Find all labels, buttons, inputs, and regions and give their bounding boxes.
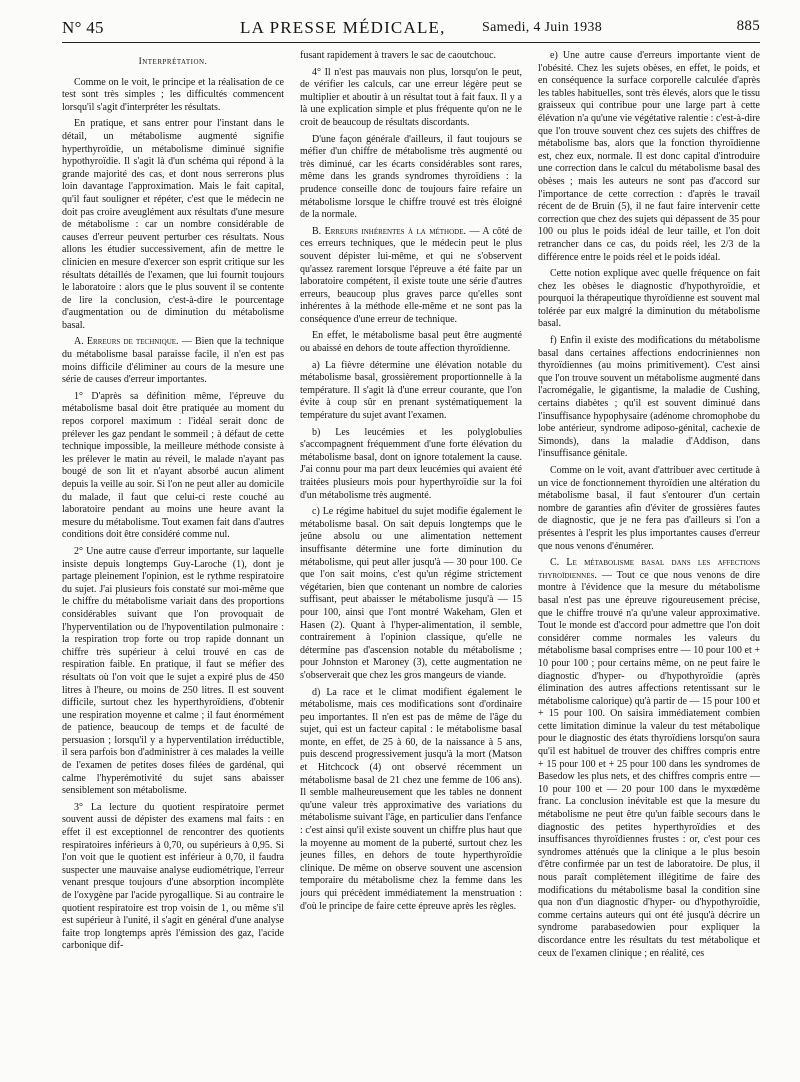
paragraph: f) Enfin il existe des modifications du métabolisme basal dans certaines affections endocriniennes non thyroïdiennes (au moins primitivement). C'est ainsi que l'on trouve souvent un métabolisme augmenté dans l'acromégalie, le gigantisme, la maladie de Cushing, certains diabètes ; qu'il est souvent diminué dans l'insuffisance hypophysaire (adénome chromophobe du lobe antérieur, syndrome adiposo-génital, cachexie de Simonds), dans la maladie d'Addison, dans l'insuffisance génitale. xyxy=(538,335,760,460)
paragraph: Comme on le voit, avant d'attribuer avec certitude à un vice de fonctionnement thyroïdien une altération du métabolisme basal, il faut s'entourer d'un certain nombre de garanties afin d'éviter de grossières fautes de diagnostic, que je ne fera pas d'ailleurs si l'on a présentes à l'esprit les plus importantes causes d'erreur que nous venons d'énumérer. xyxy=(538,465,760,552)
paragraph: fusant rapidement à travers le sac de caoutchouc. xyxy=(300,50,497,61)
subsection-lead: B. Erreurs inhérentes à la méthode. xyxy=(312,225,466,237)
paragraph: 1° D'après sa définition même, l'épreuve du métabolisme basal doit être pratiquée au moment du repos corporel maximum : l'idéal serait donc de prélever les gaz pendant le sommeil ; à défaut de cette technique impossible, la meilleure méthode consiste à les prélever le matin au réveil, le malade n'ayant pas bougé de son lit et n'ayant absorbé aucun aliment depuis la veille au soir. Si l'on ne peut aller au domicile du malade, il faut que celui-ci reste couché au laboratoire pendant au moins une heure avant la mesure du métabolisme. Tout examen fait dans d'autres conditions doit être considéré comme nul. xyxy=(62,390,284,541)
paragraph: D'une façon générale d'ailleurs, il faut toujours se méfier d'un chiffre de métabolisme très augmenté ou très diminué, car les écarts considérables sont rares, même dans les grands syndromes thyroïdiens : la prudence conseille donc de toujours faire refaire un métabolisme lorsque le chiffre trouvé est très éloigné de la normale. xyxy=(300,133,522,221)
paragraph-text: — Tout ce que nous venons de dire montre à l'évidence que la mesure du métabolisme basal n'est pas une épreuve rigoureusement précise, que le chiffre trouvé n'a qu'une valeur approximative. Tout le monde est d'accord pour admettre que l'on doit considérer comme normales les valeurs du métabolisme basal comprises entre — 10 pour 100 et + 10 pour 100 ; pour certains même, on ne peut faire le diagnostic d'hyper- ou d'hypothyroïdie (après élimination des autres affections retentissant sur le métabolisme calorique) qu'à partir de — 15 pour 100 et + 15 pour 100. On saisira immédiatement combien cette limitation diminue la valeur du test métabolique pour le diagnostic des états thyroïdiens lorsqu'on saura qu'il est habituel de trouver des chiffres compris entre + 15 pour 100 et + 25 pour 100 dans les syndromes de Basedow les plus nets, et des chiffres compris entre — 10 pour 100 et — 20 pour 100 dans le myxœdème franc. La conclusion inévitable est que la mesure du métabolisme ne peut être qu'un faible secours dans le diagnostic des petites hyperthyroïdies et des insuffisances thyroïdiennes frustes : or, c'est pour ces syndromes atténués que la clinique a le plus besoin d'être confirmée par un test de laboratoire. De plus, il nous paraît complètement illégitime de faire des modifications du métabolisme basal la condition sine qua non d'un diagnostic d'hyper- ou d'hypothyroïdie, comme certains auteurs qui ont été jusqu'à décrire un syndrome parabasedowien pour expliquer la discordance entre les résultats du test métabolique et ceux de l'examen clinique ; en réalité, ces xyxy=(538,569,760,959)
issue-number: N° 45 xyxy=(62,18,104,37)
section-heading: Interprétation. xyxy=(138,57,208,67)
paragraph: En pratique, et sans entrer pour l'instant dans le détail, un métabolisme augmenté signifie hyperthyroïdie, un métabolisme diminué signifie hypothyroïdie. Il s'agit là d'un schéma qui répond à la grande majorité des cas, et dont nous serrerons plus loin davantage l'approximation. Mais le fait capital, qu'il faut souligner et répéter, c'est que le médecin ne doit pas croire aveuglément aux résultats d'une mesure de métabolisme : car un nombre considérable de causes d'erreur peuvent perturber ces résultats. Nous allons les étudier successivement, afin de mettre le clinicien en mesure d'exercer son esprit critique sur les résultats détaillés de l'examen, que lui fournit toujours le laboratoire : alors que le plus souvent il se contente de lire la conclusion, c'est-à-dire le pourcentage d'augmentation ou de diminution du métabolisme basal. xyxy=(62,118,284,331)
paragraph: 2° Une autre cause d'erreur importante, sur laquelle insiste depuis longtemps Guy-Laroche (1), dont je partage pleinement l'opinion, est le rythme respiratoire du sujet. J'ai plusieurs fois constaté sur moi-même que le chiffre du métabolisme variait dans des proportions considérables suivant que l'on provoquait de l'hyperventilation ou de l'hypoventilation pulmonaire : la respiration trop forte ou trop rapide donnant un chiffre très supérieur à celui trouvé en cas de respiration faible. En pratique, il faut se méfier des résultats où l'on voit que le sujet a expiré plus de 450 litres à l'heure, ou moins de 250 litres. Il est souvent difficile, surtout chez les hyperthyroïdiens, d'obtenir une respiration moyenne et calme ; il faut énormément de patience, beaucoup de temps et de faculté de persuasion ; lorsqu'il y a hyperventilation irréductible, il sera parfois bon d'administrer à ces malades la veille de l'examen de petites doses filées de gardénal, qui calme l'hyperémotivité du sujet sans abaisser sensiblement son métabolisme. xyxy=(62,545,284,797)
paragraph: Cette notion explique avec quelle fréquence on fait chez les obèses le diagnostic d'hypothyroïdie, et pourquoi la thérapeutique thyroïdienne est souvent mal tolérée par eux malgré la diminution du métabolisme basal. xyxy=(538,268,760,330)
column-2 xyxy=(300,50,522,1072)
paragraph: 4° Il n'est pas mauvais non plus, lorsqu'on le peut, de vérifier les calculs, car une erreur légère peut se multiplier et aboutir à un résultat tout à fait faux. Il y a là une explication simple et plus fréquente qu'on ne le croit de beaucoup de résultats discordants. xyxy=(300,66,522,128)
paragraph xyxy=(62,336,284,386)
page-number: 885 xyxy=(736,18,760,34)
header-rule xyxy=(62,42,760,43)
paragraph: e) Une autre cause d'erreurs importante vient de l'obésité. Chez les sujets obèses, en effet, le poids, et en conséquence la surface corporelle calculée d'après les tables habituelles, sont très élevés, alors que le tissu graisseux qui contribue pour une large part à cette élévation n'a qu'une vie végétative ralentie : c'est-à-dire que l'on trouve souvent chez ces sujets des chiffres de métabolisme bas, alors que la fonction thyroïdienne est, chez eux, normale. Il est donc capital d'introduire une correction dans le calcul du métabolisme basal des obèses ; mais les auteurs ne sont pas d'accord sur l'importance de cette correction : d'après le travail récent de de Bruin (5), il ne faut faire intervenir cette correction que chez des sujets qui dépassent de 35 pour 100 ou plus le poids idéal de leur taille, et l'on doit retrancher dans ce cas, du poids réel, les 2/3 de la différence entre le poids réel et le poids idéal. xyxy=(538,50,760,263)
paragraph xyxy=(300,226,522,327)
column-3 xyxy=(538,50,760,1072)
issue-date: Samedi, 4 Juin 1938 xyxy=(482,20,603,35)
paragraph: En effet, le métabolisme basal peut être augmenté ou abaissé en dehors de toute affection thyroïdienne. xyxy=(300,330,522,355)
subsection-lead: C. Le métabolisme basal dans les affections thyroïdiennes. xyxy=(538,557,760,581)
journal-title: LA PRESSE MÉDICALE, xyxy=(240,18,446,37)
paragraph: c) Le régime habituel du sujet modifie également le métabolisme basal. On sait depuis longtemps que le jeûne absolu ou une alimentation nettement insuffisante détermine une forte diminution du métabolisme, qui peut aller jusqu'à — 30 pour 100. Ce que l'on sait moins, c'est qu'un régime strictement végétarien, bien que contenant un nombre de calories suffisant, peut abaisser le métabolisme jusqu'à — 15 pour 100, ainsi que l'ont montré Wakeham, Glen et Hasen (2). Quant à l'hyper-alimentation, il semble, contrairement à l'opinion classique, qu'elle ne détermine pas d'ascension notable du métabolisme ; pour Johnston et Maroney (3), cette augmentation ne s'observerait que chez les gros mangeurs de viande. xyxy=(300,506,522,681)
paragraph: Comme on le voit, le principe et la réalisation de ce test sont très simples ; les difficultés commencent lorsqu'il s'agit d'interpréter les résultats. xyxy=(62,76,284,113)
paragraph: 3° La lecture du quotient respiratoire permet souvent aussi de dépister des examens mal faits : en effet il est exceptionnel de rencontrer des quotients respiratoires inférieurs à 0,70, ou supérieurs à 0,95. Si l'on voit que le quotient est inférieur à 0,70, il faudra suspecter une mauvaise analyse eudiométrique, l'erreur venant presque toujours d'une absorption incomplète de l'oxygène par l'acide pyrogallique. Si au contraire le quotient respiratoire est trop voisin de 1, ou même s'il est supérieur à l'unité, il s'agit en général d'une analyse faite trop longtemps après l'émission des gaz, l'acide carbonique dif- xyxy=(62,801,284,952)
paragraph-text: — Bien que la technique du métabolisme basal paraisse facile, il n'en est pas moins difficile d'éliminer au cours de la mesure une série de causes d'erreur importantes. xyxy=(62,336,284,386)
paragraph: b) Les leucémies et les polyglobulies s'accompagnent fréquemment d'une forte élévation du métabolisme basal, dont on ignore totalement la cause. J'ai connu pour ma part deux leucémies qui avaient été traitées plusieurs mois pour hyperthyroïdie sur la foi d'un métabolisme très augmenté. xyxy=(300,426,522,501)
paragraph: d) La race et le climat modifient également le métabolisme, mais ces modifications sont d'ordinaire peu importantes. Il n'en est pas de même de l'âge du sujet, qui est un facteur capital : le métabolisme basal monte, en effet, de 25 à 60, de la naissance à 5 ans, puis descend progressivement jusqu'à la mort (Matson et Hitchcock (4) ont observé récemment un métabolisme basal de 21 chez une femme de 106 ans). Il semble malheureusement que les tables ne donnent qu'une valeur très approximative des variations du métabolisme suivant l'âge, en particulier dans l'enfance : c'est ainsi qu'il existe souvent un chiffre plus haut que la moyenne au moment de la puberté, surtout chez les jeunes filles, en dehors de toute hyperthyroïdie clinique. De même on observe souvent une ascension temporaire du métabolisme chez la femme dans les jours qui précèdent immédiatement la menstruation : d'où le principe de faire cette épreuve après les règles. xyxy=(300,686,522,912)
page-header xyxy=(62,18,760,40)
paragraph-text: — A côté de ces erreurs techniques, que le médecin peut le plus souvent dépister lui-même, et qui ne s'observent qu'assez rarement lorsque l'épreuve a été faite par un laboratoire compétent, il existe toute une série d'autres erreurs, beaucoup plus graves parce qu'elles sont inhérentes à la méthode elle-même et ne sont pas la conséquence d'une erreur de technique. xyxy=(300,225,522,325)
paragraph xyxy=(538,557,760,960)
paragraph: a) La fièvre détermine une élévation notable du métabolisme basal, grossièrement proportionnelle à la température. Il s'agit là d'une erreur courante, que l'on évite à coup sûr en prenant systématiquement la température du sujet avant l'examen. xyxy=(300,359,522,422)
column-1 xyxy=(62,50,284,1072)
subsection-lead: A. Erreurs de technique. xyxy=(74,336,179,348)
